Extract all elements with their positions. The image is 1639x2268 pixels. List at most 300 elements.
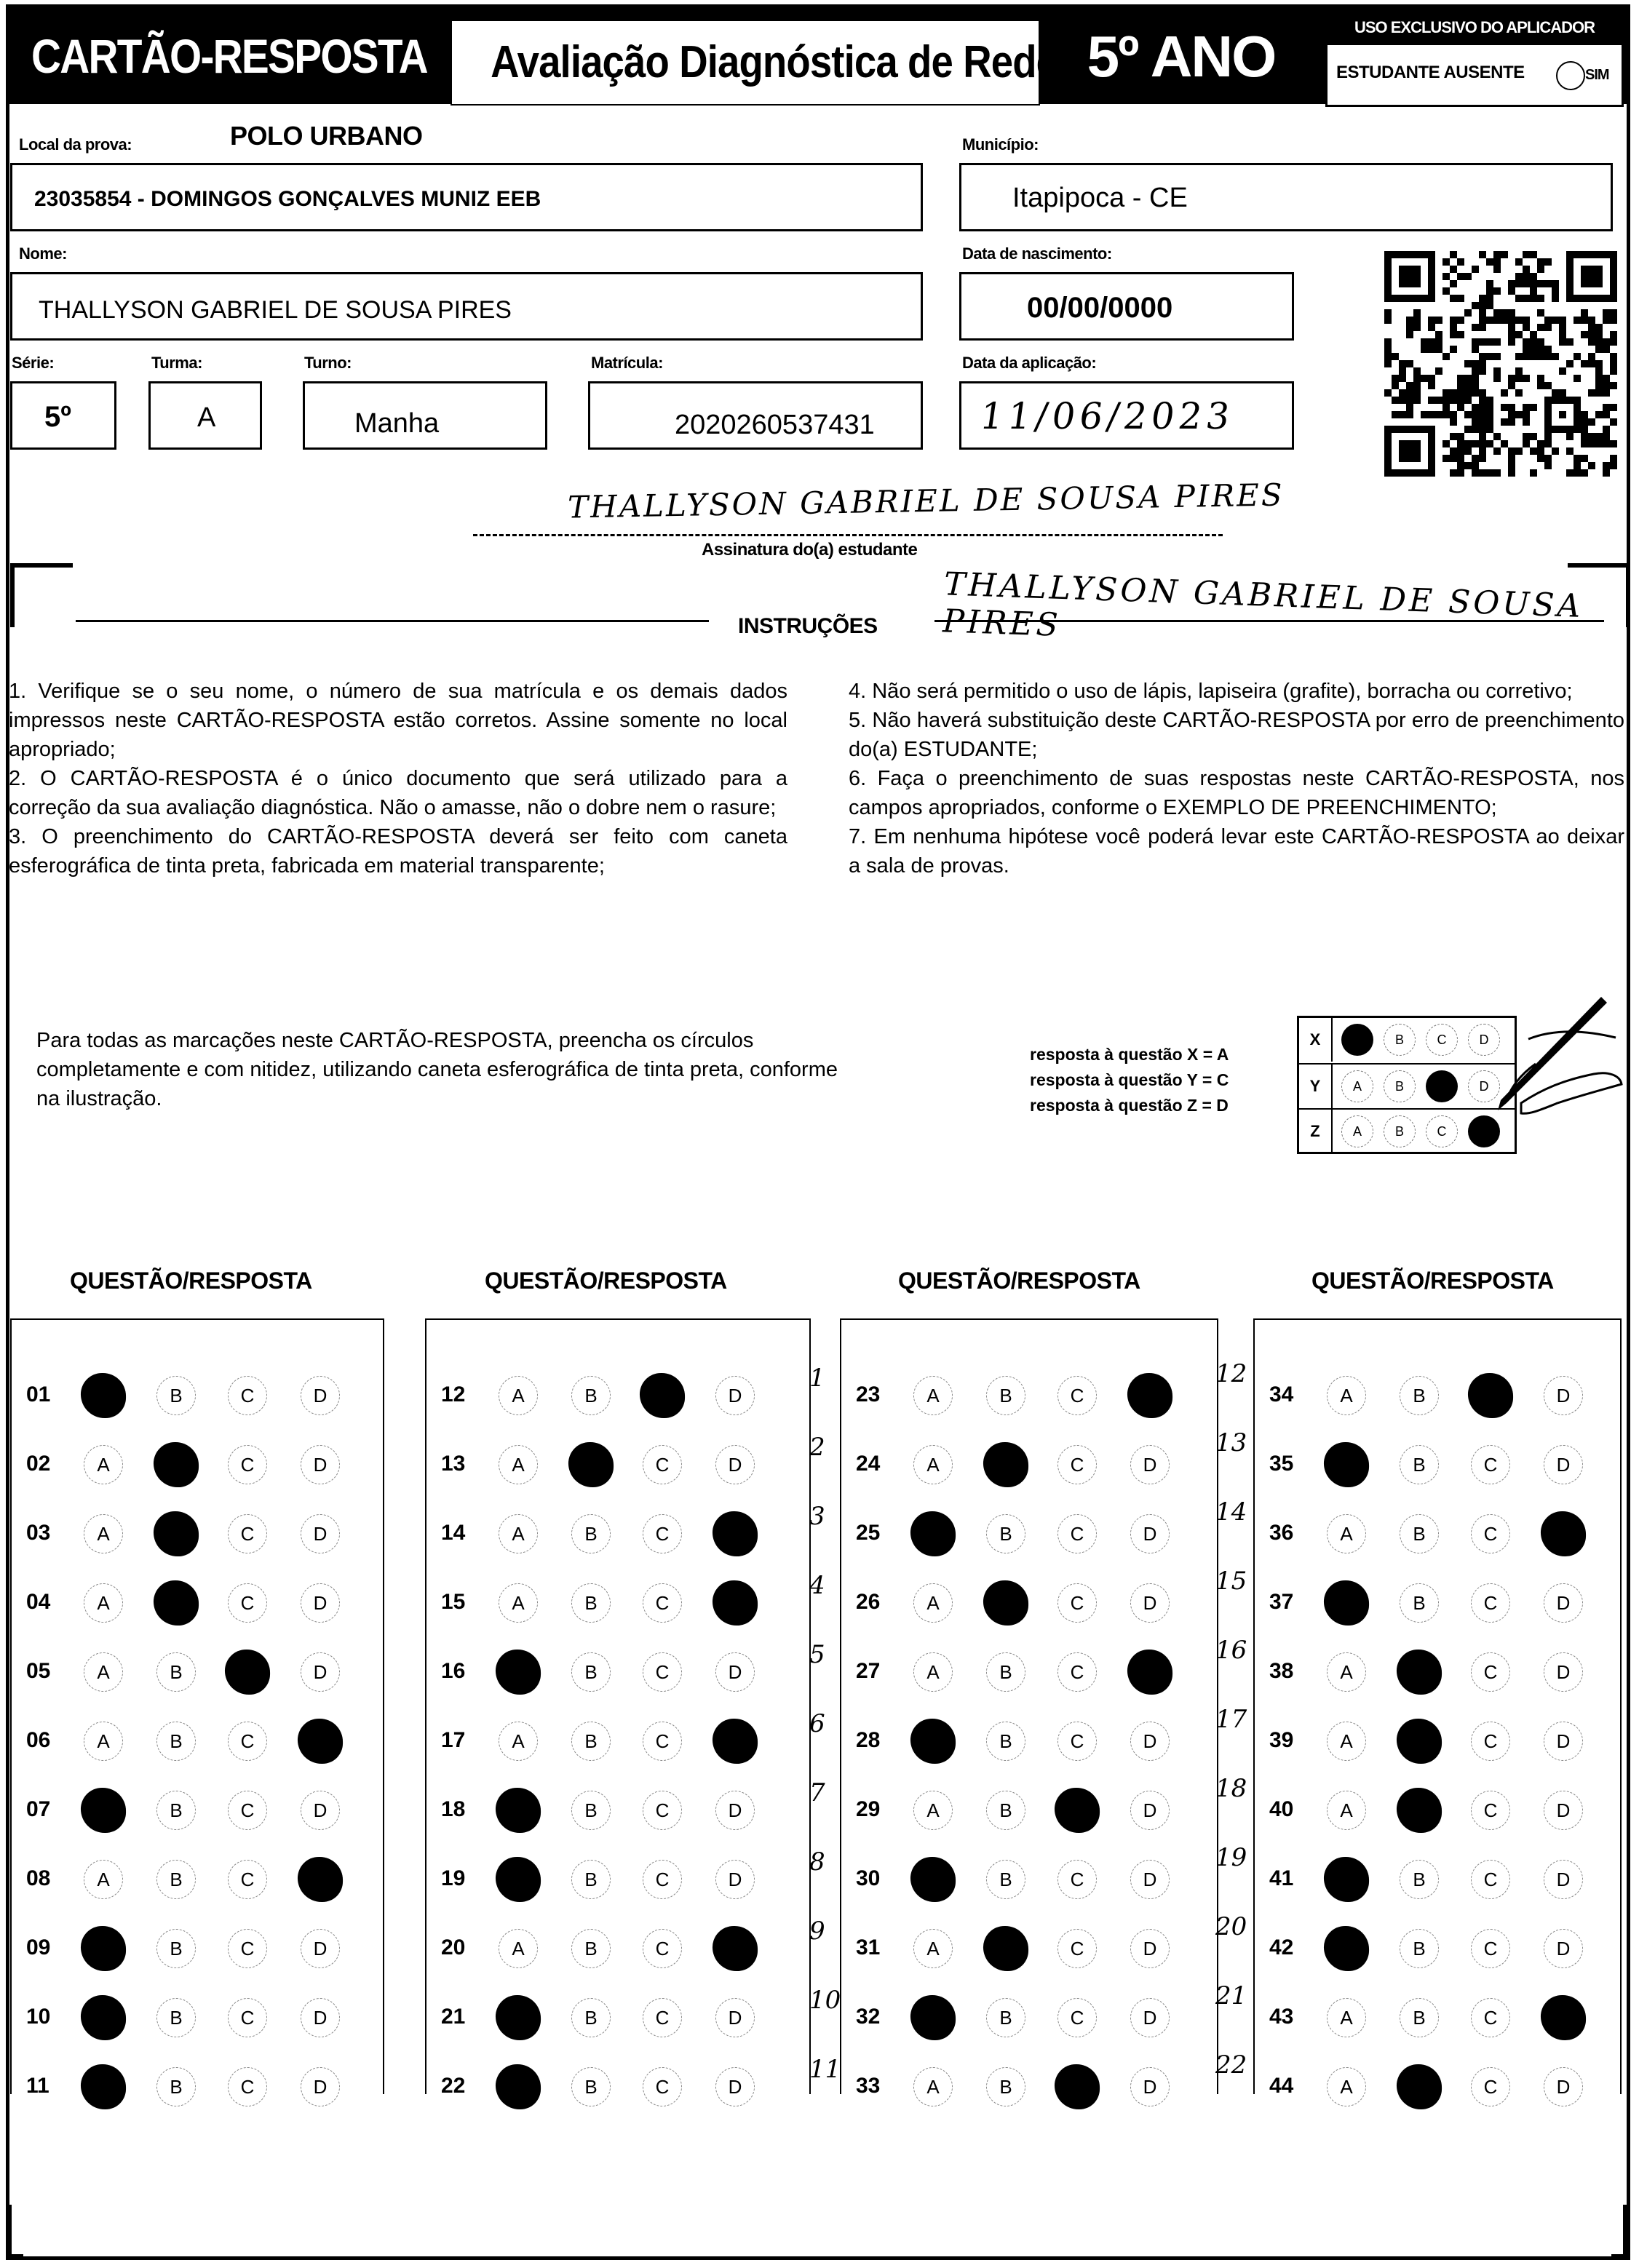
answer-bubble-c[interactable]: C <box>1057 1514 1097 1553</box>
answer-bubble-c[interactable]: C <box>1471 1514 1510 1553</box>
answer-bubble-a[interactable]: A <box>913 1791 953 1830</box>
answer-bubble-c[interactable] <box>225 1650 270 1695</box>
handwritten-margin-number: 22 <box>1215 2050 1247 2080</box>
answer-bubble-d[interactable] <box>298 1719 343 1764</box>
answer-bubble-a[interactable]: A <box>1327 1376 1366 1415</box>
answer-bubble-a[interactable] <box>1324 1857 1369 1902</box>
answer-bubble-a[interactable] <box>81 1373 126 1418</box>
question-number: 20 <box>441 1935 466 1959</box>
answer-bubble-b[interactable] <box>983 1926 1028 1971</box>
answer-bubble-d[interactable] <box>298 1857 343 1902</box>
answer-bubble-c[interactable]: C <box>228 2067 267 2106</box>
answer-bubble-a[interactable] <box>496 1857 541 1902</box>
question-number: 22 <box>441 2074 466 2098</box>
answer-bubble-d[interactable]: D <box>1130 1791 1170 1830</box>
answer-bubble-b[interactable] <box>154 1511 199 1556</box>
answer-bubble-d[interactable]: D <box>1544 1929 1583 1968</box>
shift-field <box>303 381 547 450</box>
answer-bubble-a[interactable]: A <box>84 1722 123 1761</box>
answer-bubble-b[interactable]: B <box>571 1998 611 2037</box>
handwritten-margin-number: 10 <box>809 1986 841 2015</box>
question-number: 26 <box>856 1590 881 1614</box>
answer-bubble-a[interactable]: A <box>913 2067 953 2106</box>
application-date-value: 11/06/2023 <box>977 395 1237 437</box>
card-title: CARTÃO-RESPOSTA <box>31 29 427 83</box>
answer-bubble-c[interactable]: C <box>1471 2067 1510 2106</box>
question-row <box>840 1858 1218 1901</box>
column-header: QUESTÃO/RESPOSTA <box>1311 1268 1554 1294</box>
question-number: 44 <box>1269 2074 1294 2098</box>
question-number: 02 <box>26 1452 51 1476</box>
answer-bubble-b[interactable] <box>983 1580 1028 1626</box>
answer-bubble-a[interactable] <box>81 2064 126 2109</box>
answer-bubble-b[interactable] <box>983 1442 1028 1487</box>
answer-bubble-d[interactable] <box>1127 1373 1172 1418</box>
answer-bubble-b[interactable]: B <box>156 1929 196 1968</box>
answer-bubble-a[interactable]: A <box>499 1376 538 1415</box>
answer-bubble-a[interactable]: A <box>913 1376 953 1415</box>
answer-bubble-a[interactable] <box>1324 1580 1369 1626</box>
bracket-top-left <box>10 563 73 627</box>
answer-bubble-a[interactable]: A <box>84 1583 123 1623</box>
answer-bubble-d[interactable]: D <box>301 1514 340 1553</box>
question-row <box>10 1581 384 1625</box>
birth-label: Data de nascimento: <box>962 244 1112 263</box>
question-number: 41 <box>1269 1866 1294 1890</box>
handwritten-margin-number: 5 <box>809 1640 825 1669</box>
question-row <box>425 1996 811 2040</box>
grade-label: Série: <box>12 354 55 372</box>
instructions-left <box>9 677 787 880</box>
question-number: 23 <box>856 1382 881 1406</box>
class-value: A <box>197 402 216 433</box>
answer-bubble-c[interactable]: C <box>1057 1998 1097 2037</box>
example-bubble-d: D <box>1468 1070 1500 1102</box>
answer-bubble-a[interactable] <box>496 2064 541 2109</box>
instruction-7: 7. Em nenhuma hipótese você poderá levar este CARTÃO-RESPOSTA ao deixar a sala de provas. <box>849 825 1624 878</box>
handwritten-margin-number: 8 <box>809 1847 825 1877</box>
question-row <box>840 1996 1218 2040</box>
answer-bubble-b[interactable]: B <box>156 2067 196 2106</box>
answer-bubble-c[interactable]: C <box>1057 1445 1097 1484</box>
answer-bubble-a[interactable]: A <box>499 1445 538 1484</box>
answer-bubble-a[interactable] <box>910 1857 956 1902</box>
question-number: 31 <box>856 1935 881 1959</box>
school-field <box>10 163 923 231</box>
answer-bubble-c[interactable]: C <box>643 2067 682 2106</box>
handwritten-margin-number: 6 <box>809 1709 825 1738</box>
answer-bubble-a[interactable] <box>81 1788 126 1833</box>
enrollment-value: 2020260537431 <box>675 410 875 440</box>
answer-bubble-b[interactable]: B <box>156 1998 196 2037</box>
header-bar <box>9 8 1627 104</box>
answer-bubble-a[interactable] <box>1324 1442 1369 1487</box>
question-number: 36 <box>1269 1521 1294 1545</box>
question-number: 09 <box>26 1935 51 1959</box>
answer-bubble-c[interactable]: C <box>228 1860 267 1899</box>
answer-bubble-d[interactable] <box>713 1926 758 1971</box>
answer-bubble-a[interactable]: A <box>1327 1514 1366 1553</box>
answer-bubble-a[interactable]: A <box>84 1860 123 1899</box>
exam-location-value: POLO URBANO <box>230 121 423 151</box>
answer-bubble-c[interactable]: C <box>228 1722 267 1761</box>
answer-bubble-d[interactable] <box>713 1511 758 1556</box>
answer-bubble-b[interactable]: B <box>1400 1860 1439 1899</box>
answer-bubble-d[interactable]: D <box>1544 1583 1583 1623</box>
answer-bubble-d[interactable]: D <box>1544 1791 1583 1830</box>
answer-bubble-d[interactable]: D <box>715 1652 755 1692</box>
answer-bubble-b[interactable] <box>154 1442 199 1487</box>
answer-bubble-d[interactable]: D <box>1130 1722 1170 1761</box>
answer-bubble-a[interactable]: A <box>913 1583 953 1623</box>
answer-bubble-c[interactable]: C <box>643 1722 682 1761</box>
answer-bubble-c[interactable] <box>1055 1788 1100 1833</box>
answer-bubble-d[interactable]: D <box>301 1998 340 2037</box>
column-header: QUESTÃO/RESPOSTA <box>485 1268 727 1294</box>
question-number: 24 <box>856 1452 881 1476</box>
student-signature: THALLYSON GABRIEL DE SOUSA PIRES <box>567 477 1285 525</box>
answer-bubble-c[interactable]: C <box>1057 1929 1097 1968</box>
question-number: 14 <box>441 1521 466 1545</box>
answer-bubble-b[interactable] <box>1397 1719 1442 1764</box>
answer-bubble-b[interactable]: B <box>571 1583 611 1623</box>
answer-bubble-b[interactable]: B <box>986 1791 1025 1830</box>
answer-bubble-b[interactable]: B <box>1400 1376 1439 1415</box>
question-row <box>10 1512 384 1556</box>
answer-bubble-a[interactable]: A <box>1327 1722 1366 1761</box>
example-bubble-b: B <box>1384 1115 1416 1147</box>
question-row <box>10 1996 384 2040</box>
question-row <box>840 1374 1218 1417</box>
question-row <box>425 1443 811 1487</box>
answer-bubble-b[interactable]: B <box>986 2067 1025 2106</box>
answer-bubble-c[interactable]: C <box>1057 1376 1097 1415</box>
answer-bubble-d[interactable]: D <box>715 2067 755 2106</box>
handwritten-margin-number: 18 <box>1215 1774 1247 1803</box>
question-row <box>840 1788 1218 1832</box>
class-label: Turma: <box>151 354 202 372</box>
answer-bubble-a[interactable]: A <box>1327 1652 1366 1692</box>
answer-bubble-b[interactable]: B <box>571 1791 611 1830</box>
question-number: 13 <box>441 1452 466 1476</box>
answer-bubble-d[interactable]: D <box>1544 1860 1583 1899</box>
handwritten-margin-number: 16 <box>1215 1636 1247 1665</box>
answer-bubble-b[interactable]: B <box>986 1514 1025 1553</box>
answer-bubble-d[interactable]: D <box>715 1860 755 1899</box>
class-field <box>148 381 262 450</box>
answer-bubble-c[interactable]: C <box>1057 1583 1097 1623</box>
instruction-6: 6. Faça o preenchimento de suas respostas neste CARTÃO-RESPOSTA, nos campos apropriados, conforme o EXEMPLO DE PREENCHIMENTO; <box>849 767 1624 819</box>
answer-bubble-a[interactable]: A <box>1327 2067 1366 2106</box>
handwritten-margin-number: 20 <box>1215 1912 1247 1941</box>
enrollment-label: Matrícula: <box>591 354 663 372</box>
example-bubble-c: C <box>1426 1115 1458 1147</box>
question-row <box>10 1719 384 1763</box>
instruction-4: 4. Não será permitido o uso de lápis, lapiseira (grafite), borracha ou corretivo; <box>849 680 1573 703</box>
answer-bubble-d[interactable]: D <box>301 1652 340 1692</box>
birth-field <box>959 272 1294 341</box>
answer-bubble-c[interactable]: C <box>643 1860 682 1899</box>
answer-bubble-c[interactable]: C <box>1471 1998 1510 2037</box>
instruction-3: 3. O preenchimento do CARTÃO-RESPOSTA deverá ser feito com caneta esferográfica de tinta preta, fabricada em material transparente; <box>9 825 787 878</box>
answer-bubble-b[interactable]: B <box>1400 1514 1439 1553</box>
answer-bubble-c[interactable]: C <box>643 1445 682 1484</box>
answer-bubble-d[interactable]: D <box>1130 2067 1170 2106</box>
answer-bubble-b[interactable]: B <box>571 2067 611 2106</box>
answer-bubble-d[interactable]: D <box>1544 1376 1583 1415</box>
answer-bubble-d[interactable] <box>1127 1650 1172 1695</box>
handwritten-margin-number: 7 <box>809 1778 825 1807</box>
answer-bubble-d[interactable] <box>713 1580 758 1626</box>
example-bubble-c <box>1426 1070 1458 1102</box>
application-date-field <box>959 381 1294 450</box>
question-row <box>10 1650 384 1694</box>
answer-bubble-c[interactable]: C <box>643 1998 682 2037</box>
signature-line <box>473 534 1223 536</box>
example-legend-x: resposta à questão X = A <box>1030 1045 1229 1064</box>
example-bubble-a: A <box>1341 1115 1373 1147</box>
question-number: 43 <box>1269 2005 1294 2029</box>
question-number: 21 <box>441 2005 466 2029</box>
answer-bubble-b[interactable]: B <box>986 1376 1025 1415</box>
answer-bubble-c[interactable]: C <box>228 1445 267 1484</box>
question-row <box>425 2065 811 2109</box>
answer-bubble-a[interactable]: A <box>913 1929 953 1968</box>
answer-bubble-c[interactable]: C <box>1057 1860 1097 1899</box>
answer-column-2 <box>425 1318 811 2094</box>
answer-bubble-c[interactable]: C <box>1471 1860 1510 1899</box>
question-number: 30 <box>856 1866 881 1890</box>
question-row <box>840 1512 1218 1556</box>
answer-bubble-c[interactable]: C <box>643 1652 682 1692</box>
answer-bubble-c[interactable]: C <box>228 1998 267 2037</box>
answer-bubble-c[interactable]: C <box>228 1929 267 1968</box>
answer-bubble-c[interactable]: C <box>643 1583 682 1623</box>
answer-bubble-b[interactable] <box>154 1580 199 1626</box>
answer-bubble-c[interactable] <box>1468 1373 1513 1418</box>
absent-box <box>1325 43 1624 107</box>
absent-bubble[interactable] <box>1556 61 1585 90</box>
answer-bubble-c[interactable]: C <box>228 1376 267 1415</box>
example-legend-y: resposta à questão Y = C <box>1030 1070 1229 1089</box>
handwritten-margin-number: 19 <box>1215 1843 1247 1872</box>
answer-bubble-a[interactable]: A <box>84 1514 123 1553</box>
shift-value: Manha <box>354 408 440 439</box>
answer-bubble-b[interactable]: B <box>156 1652 196 1692</box>
answer-bubble-c[interactable]: C <box>1471 1652 1510 1692</box>
answer-bubble-b[interactable]: B <box>571 1376 611 1415</box>
answer-bubble-b[interactable]: B <box>156 1722 196 1761</box>
answer-bubble-c[interactable]: C <box>643 1929 682 1968</box>
answer-bubble-b[interactable]: B <box>1400 1445 1439 1484</box>
answer-bubble-b[interactable]: B <box>986 1722 1025 1761</box>
answer-bubble-d[interactable]: D <box>715 1998 755 2037</box>
answer-bubble-a[interactable]: A <box>499 1583 538 1623</box>
answer-bubble-c[interactable] <box>1055 2064 1100 2109</box>
answer-bubble-c[interactable]: C <box>1471 1722 1510 1761</box>
answer-bubble-b[interactable]: B <box>986 1860 1025 1899</box>
answer-bubble-d[interactable]: D <box>301 1791 340 1830</box>
answer-bubble-b[interactable]: B <box>571 1929 611 1968</box>
example-row-label: X <box>1299 1018 1333 1062</box>
example-row-label: Y <box>1299 1065 1333 1108</box>
answer-bubble-c[interactable]: C <box>1471 1791 1510 1830</box>
example-bubble-d: D <box>1468 1024 1500 1056</box>
answer-bubble-b[interactable]: B <box>1400 1583 1439 1623</box>
grade-field <box>10 381 116 450</box>
answer-bubble-b[interactable]: B <box>156 1791 196 1830</box>
handwritten-margin-number: 9 <box>809 1917 825 1946</box>
handwritten-margin-number: 14 <box>1215 1497 1247 1527</box>
answer-bubble-a[interactable] <box>496 1650 541 1695</box>
answer-bubble-b[interactable] <box>1397 2064 1442 2109</box>
absent-label: ESTUDANTE AUSENTE <box>1336 63 1525 82</box>
answer-bubble-c[interactable]: C <box>1057 1722 1097 1761</box>
handwritten-margin-number: 12 <box>1215 1359 1247 1388</box>
answer-bubble-c[interactable]: C <box>643 1514 682 1553</box>
answer-bubble-b[interactable]: B <box>986 1998 1025 2037</box>
question-row <box>840 2065 1218 2109</box>
answer-bubble-d[interactable]: D <box>1130 1445 1170 1484</box>
question-row <box>1253 1719 1622 1763</box>
handwritten-margin-number: 1 <box>809 1364 825 1393</box>
answer-bubble-c[interactable]: C <box>228 1583 267 1623</box>
answer-bubble-d[interactable] <box>1541 1511 1586 1556</box>
question-row <box>1253 1512 1622 1556</box>
answer-bubble-a[interactable] <box>496 1995 541 2040</box>
question-number: 38 <box>1269 1659 1294 1683</box>
answer-bubble-a[interactable] <box>81 1995 126 2040</box>
answer-bubble-d[interactable]: D <box>1544 2067 1583 2106</box>
answer-bubble-d[interactable]: D <box>301 1583 340 1623</box>
answer-bubble-a[interactable] <box>1324 1926 1369 1971</box>
answer-bubble-b[interactable]: B <box>986 1652 1025 1692</box>
question-number: 37 <box>1269 1590 1294 1614</box>
answer-bubble-b[interactable]: B <box>571 1652 611 1692</box>
answer-bubble-b[interactable]: B <box>1400 1998 1439 2037</box>
answer-bubble-c[interactable]: C <box>1471 1929 1510 1968</box>
answer-bubble-d[interactable]: D <box>301 1929 340 1968</box>
answer-bubble-c[interactable]: C <box>1471 1583 1510 1623</box>
answer-bubble-b[interactable] <box>1397 1788 1442 1833</box>
question-number: 04 <box>26 1590 51 1614</box>
bracket-bottom-left <box>7 2205 23 2259</box>
answer-bubble-d[interactable]: D <box>715 1791 755 1830</box>
answer-bubble-c[interactable]: C <box>228 1514 267 1553</box>
example-row-label: Z <box>1299 1110 1333 1153</box>
answer-bubble-c[interactable]: C <box>228 1791 267 1830</box>
answer-bubble-a[interactable]: A <box>913 1652 953 1692</box>
answer-bubble-d[interactable]: D <box>715 1376 755 1415</box>
answer-bubble-b[interactable] <box>568 1442 614 1487</box>
answer-bubble-a[interactable]: A <box>499 1722 538 1761</box>
answer-bubble-d[interactable]: D <box>1544 1445 1583 1484</box>
question-number: 19 <box>441 1866 466 1890</box>
answer-bubble-c[interactable]: C <box>643 1791 682 1830</box>
pen-hand-illustration <box>1477 994 1623 1139</box>
question-row <box>1253 1996 1622 2040</box>
question-row <box>425 1858 811 1901</box>
instructions-rule-left <box>76 620 709 622</box>
answer-bubble-d[interactable]: D <box>1130 1514 1170 1553</box>
question-number: 33 <box>856 2074 881 2098</box>
answer-bubble-a[interactable]: A <box>499 1514 538 1553</box>
answer-bubble-d[interactable]: D <box>1130 1929 1170 1968</box>
answer-bubble-d[interactable]: D <box>1130 1860 1170 1899</box>
answer-bubble-a[interactable]: A <box>84 1445 123 1484</box>
instructions-right <box>849 677 1624 880</box>
question-row <box>425 1512 811 1556</box>
answer-bubble-a[interactable] <box>910 1511 956 1556</box>
answer-bubble-a[interactable] <box>910 1995 956 2040</box>
answer-bubble-c[interactable]: C <box>1057 1652 1097 1692</box>
answer-bubble-b[interactable]: B <box>571 1860 611 1899</box>
answer-bubble-d[interactable]: D <box>301 2067 340 2106</box>
answer-bubble-d[interactable]: D <box>1130 1998 1170 2037</box>
question-number: 35 <box>1269 1452 1294 1476</box>
enrollment-field <box>588 381 923 450</box>
answer-bubble-a[interactable] <box>910 1719 956 1764</box>
question-number: 27 <box>856 1659 881 1683</box>
answer-bubble-a[interactable] <box>81 1926 126 1971</box>
example-legend <box>1030 1042 1229 1118</box>
answer-bubble-d[interactable]: D <box>1544 1722 1583 1761</box>
answer-bubble-b[interactable]: B <box>156 1860 196 1899</box>
answer-bubble-a[interactable]: A <box>1327 1791 1366 1830</box>
answer-bubble-d[interactable]: D <box>301 1445 340 1484</box>
question-row <box>10 1927 384 1970</box>
answer-bubble-a[interactable]: A <box>84 1652 123 1692</box>
question-row <box>840 1650 1218 1694</box>
handwritten-margin-number: 21 <box>1215 1981 1247 2010</box>
answer-bubble-c[interactable] <box>640 1373 685 1418</box>
answer-bubble-b[interactable]: B <box>571 1514 611 1553</box>
answer-bubble-a[interactable]: A <box>913 1445 953 1484</box>
question-number: 34 <box>1269 1382 1294 1406</box>
question-number: 15 <box>441 1590 466 1614</box>
municipality-label: Município: <box>962 135 1039 154</box>
student-signature-second: THALLYSON GABRIEL DE SOUSA PIRES <box>942 565 1584 644</box>
bracket-bottom-right <box>1611 2205 1627 2259</box>
answer-bubble-d[interactable] <box>713 1719 758 1764</box>
answer-bubble-a[interactable] <box>496 1788 541 1833</box>
answer-bubble-a[interactable]: A <box>1327 1998 1366 2037</box>
question-row <box>10 1374 384 1417</box>
question-row <box>1253 1581 1622 1625</box>
answer-bubble-d[interactable] <box>1541 1995 1586 2040</box>
question-row <box>840 1581 1218 1625</box>
question-row <box>425 1927 811 1970</box>
question-number: 40 <box>1269 1797 1294 1821</box>
question-number: 05 <box>26 1659 51 1683</box>
answer-bubble-d[interactable]: D <box>301 1376 340 1415</box>
answer-bubble-c[interactable]: C <box>1471 1445 1510 1484</box>
answer-bubble-b[interactable]: B <box>571 1722 611 1761</box>
answer-bubble-b[interactable]: B <box>156 1376 196 1415</box>
answer-bubble-d[interactable]: D <box>1544 1652 1583 1692</box>
answer-bubble-d[interactable]: D <box>1130 1583 1170 1623</box>
handwritten-margin-number: 3 <box>809 1502 825 1531</box>
municipality-value: Itapipoca - CE <box>1012 183 1188 213</box>
question-row <box>840 1719 1218 1763</box>
answer-bubble-b[interactable]: B <box>1400 1929 1439 1968</box>
answer-bubble-a[interactable]: A <box>499 1929 538 1968</box>
answer-bubble-d[interactable]: D <box>715 1445 755 1484</box>
answer-bubble-b[interactable] <box>1397 1650 1442 1695</box>
exam-title: Avaliação Diagnóstica de Rede <box>451 20 1040 106</box>
municipality-field <box>959 163 1613 231</box>
question-number: 16 <box>441 1659 466 1683</box>
